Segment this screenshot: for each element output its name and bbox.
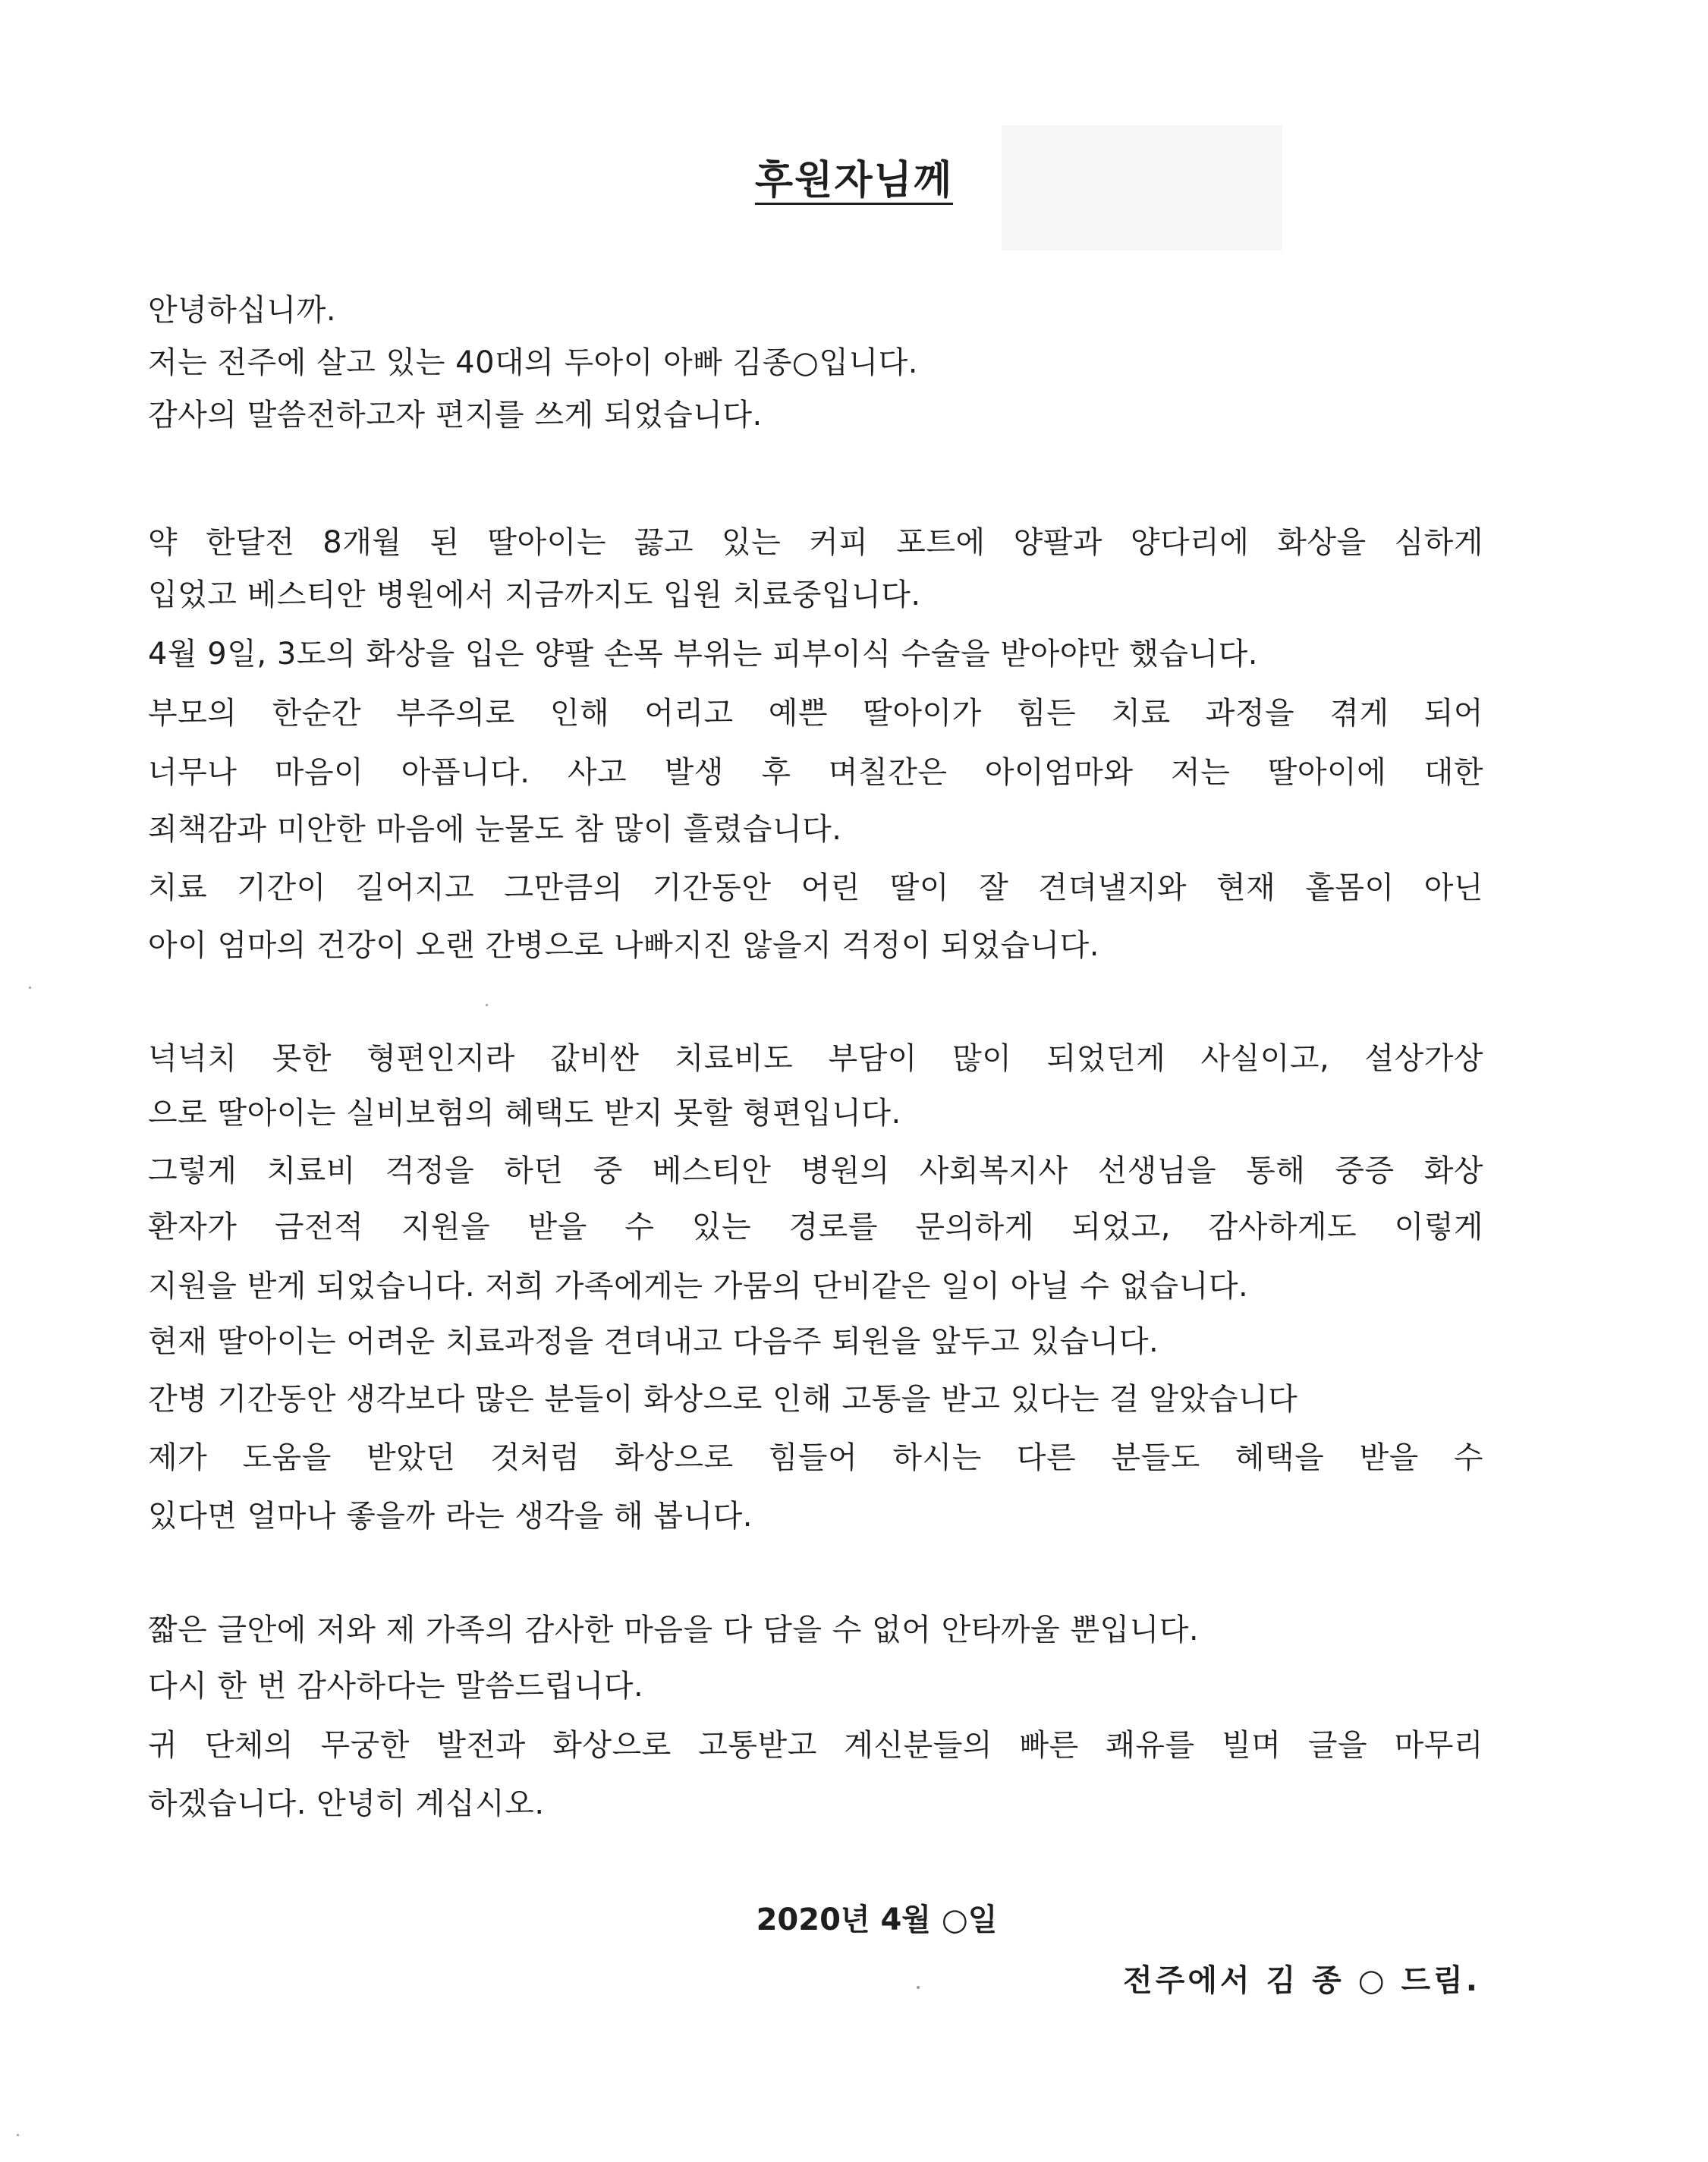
body-line: 으로 딸아이는 실비보험의 혜택도 받지 못할 형편입니다. bbox=[148, 1096, 901, 1131]
body-line: 넉넉치 못한 형편인지라 값비싼 치료비도 부담이 많이 되었던게 사실이고, 설상가상 bbox=[148, 1041, 1483, 1076]
body-line: 아이 엄마의 건강이 오랜 간병으로 나빠지진 않을지 걱정이 되었습니다. bbox=[148, 928, 1099, 963]
body-line: 부모의 한순간 부주의로 인해 어리고 예쁜 딸아이가 힘든 치료 과정을 겪게 되어 bbox=[148, 696, 1483, 731]
scan-speck bbox=[17, 2134, 19, 2136]
body-line: 감사의 말씀전하고자 편지를 쓰게 되었습니다. bbox=[148, 398, 763, 433]
scan-speck bbox=[917, 1986, 920, 1989]
body-line: 있다면 얼마나 좋을까 라는 생각을 해 봅니다. bbox=[148, 1499, 753, 1534]
body-line: 너무나 마음이 아픕니다. 사고 발생 후 며칠간은 아이엄마와 저는 딸아이에 대한 bbox=[148, 755, 1483, 790]
body-line: 귀 단체의 무궁한 발전과 화상으로 고통받고 계신분들의 빠른 쾌유를 빌며 글을 마무리 bbox=[148, 1728, 1483, 1763]
body-line: 4월 9일, 3도의 화상을 입은 양팔 손목 부위는 피부이식 수술을 받아야만 했습니다. bbox=[148, 637, 1258, 672]
greeting-line: 안녕하십니까. bbox=[148, 293, 337, 328]
letter-date: 2020년 4월 ○일 bbox=[756, 1902, 998, 1937]
body-line: 치료 기간이 길어지고 그만큼의 기간동안 어린 딸이 잘 견뎌낼지와 현재 홑몸이 아닌 bbox=[148, 870, 1483, 905]
body-line: 환자가 금전적 지원을 받을 수 있는 경로를 문의하게 되었고, 감사하게도 이렇게 bbox=[148, 1210, 1483, 1245]
body-line: 현재 딸아이는 어려운 치료과정을 견뎌내고 다음주 퇴원을 앞두고 있습니다. bbox=[148, 1324, 1159, 1359]
body-line: 저는 전주에 살고 있는 40대의 두아이 아빠 김종○입니다. bbox=[148, 345, 918, 380]
body-line: 제가 도움을 받았던 것처럼 화상으로 힘들어 하시는 다른 분들도 혜택을 받을 수 bbox=[148, 1440, 1483, 1475]
scan-speck bbox=[486, 1004, 488, 1006]
body-line: 죄책감과 미안한 마음에 눈물도 참 많이 흘렸습니다. bbox=[148, 812, 842, 847]
letter-signature: 전주에서 김 종 ○ 드림. bbox=[1123, 1963, 1480, 1998]
body-line: 다시 한 번 감사하다는 말씀드립니다. bbox=[148, 1669, 644, 1704]
body-line: 그렇게 치료비 걱정을 하던 중 베스티안 병원의 사회복지사 선생님을 통해 중증 화상 bbox=[148, 1153, 1483, 1188]
body-line: 입었고 베스티안 병원에서 지금까지도 입원 치료중입니다. bbox=[148, 577, 921, 612]
body-line: 짧은 글안에 저와 제 가족의 감사한 마음을 다 담을 수 없어 안타까울 뿐입니다. bbox=[148, 1613, 1200, 1647]
scan-speck bbox=[29, 987, 31, 989]
closing-line: 하겠습니다. 안녕히 계십시오. bbox=[148, 1786, 545, 1821]
letter-title: 후원자님께 bbox=[754, 158, 954, 203]
body-line: 지원을 받게 되었습니다. 저희 가족에게는 가뭄의 단비같은 일이 아닐 수 없습니다. bbox=[148, 1269, 1249, 1304]
body-line: 간병 기간동안 생각보다 많은 분들이 화상으로 인해 고통을 받고 있다는 걸 알았습니다 bbox=[148, 1382, 1298, 1417]
body-line: 약 한달전 8개월 된 딸아이는 끓고 있는 커피 포트에 양팔과 양다리에 화상을 심하게 bbox=[148, 525, 1483, 560]
